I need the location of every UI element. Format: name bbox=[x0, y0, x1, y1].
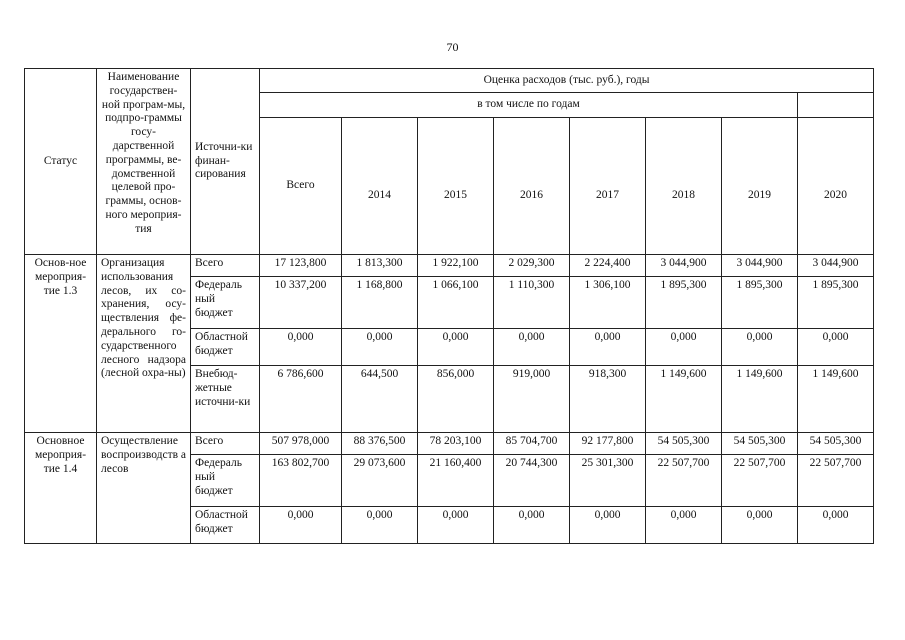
cell-value: 1 149,600 bbox=[646, 366, 722, 433]
cell-value: 0,000 bbox=[494, 329, 570, 366]
cell-value: 25 301,300 bbox=[570, 455, 646, 507]
header-estimate: Оценка расходов (тыс. руб.), годы bbox=[260, 69, 874, 93]
cell-value: 0,000 bbox=[570, 507, 646, 544]
row-source: Внебюд-жетные источни-ки bbox=[191, 366, 260, 433]
group-status: Основное мероприя-тие 1.4 bbox=[25, 433, 97, 544]
cell-value: 0,000 bbox=[418, 507, 494, 544]
cell-value: 85 704,700 bbox=[494, 433, 570, 455]
group-name: Организация использования лесов, их со-хранения, осу-ществления фе-дерального го-сударственного лесного надзора (лесной охра-ны) bbox=[97, 255, 191, 433]
group-status: Основ-ное мероприя-тие 1.3 bbox=[25, 255, 97, 433]
header-sources: Источни-ки финан-сирования bbox=[191, 69, 260, 255]
cell-value: 0,000 bbox=[722, 507, 798, 544]
cell-total: 6 786,600 bbox=[260, 366, 342, 433]
header-year: 2015 bbox=[418, 118, 494, 255]
cell-value: 0,000 bbox=[798, 507, 874, 544]
cell-value: 0,000 bbox=[646, 329, 722, 366]
header-year: 2018 bbox=[646, 118, 722, 255]
cell-total: 0,000 bbox=[260, 507, 342, 544]
cell-value: 29 073,600 bbox=[342, 455, 418, 507]
cell-value: 644,500 bbox=[342, 366, 418, 433]
cell-total: 507 978,000 bbox=[260, 433, 342, 455]
row-source: Всего bbox=[191, 255, 260, 277]
header-year: 2020 bbox=[798, 118, 874, 255]
row-source: Федераль ный бюджет bbox=[191, 455, 260, 507]
cell-value: 3 044,900 bbox=[798, 255, 874, 277]
header-year: 2016 bbox=[494, 118, 570, 255]
cell-value: 919,000 bbox=[494, 366, 570, 433]
header-total: Всего bbox=[260, 118, 342, 255]
budget-table bbox=[24, 68, 874, 544]
cell-value: 3 044,900 bbox=[722, 255, 798, 277]
cell-value: 0,000 bbox=[570, 329, 646, 366]
cell-value: 0,000 bbox=[342, 329, 418, 366]
cell-value: 1 895,300 bbox=[798, 277, 874, 329]
cell-value: 0,000 bbox=[418, 329, 494, 366]
cell-total: 17 123,800 bbox=[260, 255, 342, 277]
cell-value: 1 813,300 bbox=[342, 255, 418, 277]
cell-value: 1 168,800 bbox=[342, 277, 418, 329]
header-year: 2019 bbox=[722, 118, 798, 255]
cell-value: 2 224,400 bbox=[570, 255, 646, 277]
cell-value: 856,000 bbox=[418, 366, 494, 433]
cell-value: 88 376,500 bbox=[342, 433, 418, 455]
cell-value: 54 505,300 bbox=[646, 433, 722, 455]
group-name: Осуществление воспроизводств а лесов bbox=[97, 433, 191, 544]
cell-value: 22 507,700 bbox=[646, 455, 722, 507]
header-year: 2014 bbox=[342, 118, 418, 255]
table-row bbox=[25, 433, 874, 455]
row-source: Всего bbox=[191, 433, 260, 455]
cell-value: 20 744,300 bbox=[494, 455, 570, 507]
cell-value: 918,300 bbox=[570, 366, 646, 433]
cell-value: 0,000 bbox=[646, 507, 722, 544]
cell-value: 0,000 bbox=[798, 329, 874, 366]
cell-value: 3 044,900 bbox=[646, 255, 722, 277]
cell-value: 1 306,100 bbox=[570, 277, 646, 329]
cell-value: 54 505,300 bbox=[722, 433, 798, 455]
header-status: Статус bbox=[25, 69, 97, 255]
header-year: 2017 bbox=[570, 118, 646, 255]
row-source: Областной бюджет bbox=[191, 507, 260, 544]
cell-total: 0,000 bbox=[260, 329, 342, 366]
header-by-years: в том числе по годам bbox=[260, 93, 798, 118]
cell-value: 22 507,700 bbox=[722, 455, 798, 507]
cell-value: 78 203,100 bbox=[418, 433, 494, 455]
cell-value: 21 160,400 bbox=[418, 455, 494, 507]
cell-value: 2 029,300 bbox=[494, 255, 570, 277]
cell-value: 0,000 bbox=[342, 507, 418, 544]
header-spacer bbox=[798, 93, 874, 118]
cell-value: 92 177,800 bbox=[570, 433, 646, 455]
cell-value: 1 922,100 bbox=[418, 255, 494, 277]
header-row-1 bbox=[25, 69, 874, 93]
table-row bbox=[25, 255, 874, 277]
header-name: Наименование государствен-ной програм-мы, подпро-граммы госу-дарственной программы, ве-домственной целевой про-граммы, основ-ного мероприя-тия bbox=[97, 69, 191, 255]
cell-value: 22 507,700 bbox=[798, 455, 874, 507]
cell-value: 1 895,300 bbox=[722, 277, 798, 329]
row-source: Областной бюджет bbox=[191, 329, 260, 366]
row-source: Федераль ный бюджет bbox=[191, 277, 260, 329]
cell-value: 1 066,100 bbox=[418, 277, 494, 329]
cell-value: 54 505,300 bbox=[798, 433, 874, 455]
cell-value: 0,000 bbox=[722, 329, 798, 366]
cell-value: 1 149,600 bbox=[798, 366, 874, 433]
cell-value: 0,000 bbox=[494, 507, 570, 544]
cell-total: 163 802,700 bbox=[260, 455, 342, 507]
cell-total: 10 337,200 bbox=[260, 277, 342, 329]
cell-value: 1 895,300 bbox=[646, 277, 722, 329]
page-number: 70 bbox=[446, 40, 459, 54]
cell-value: 1 149,600 bbox=[722, 366, 798, 433]
cell-value: 1 110,300 bbox=[494, 277, 570, 329]
